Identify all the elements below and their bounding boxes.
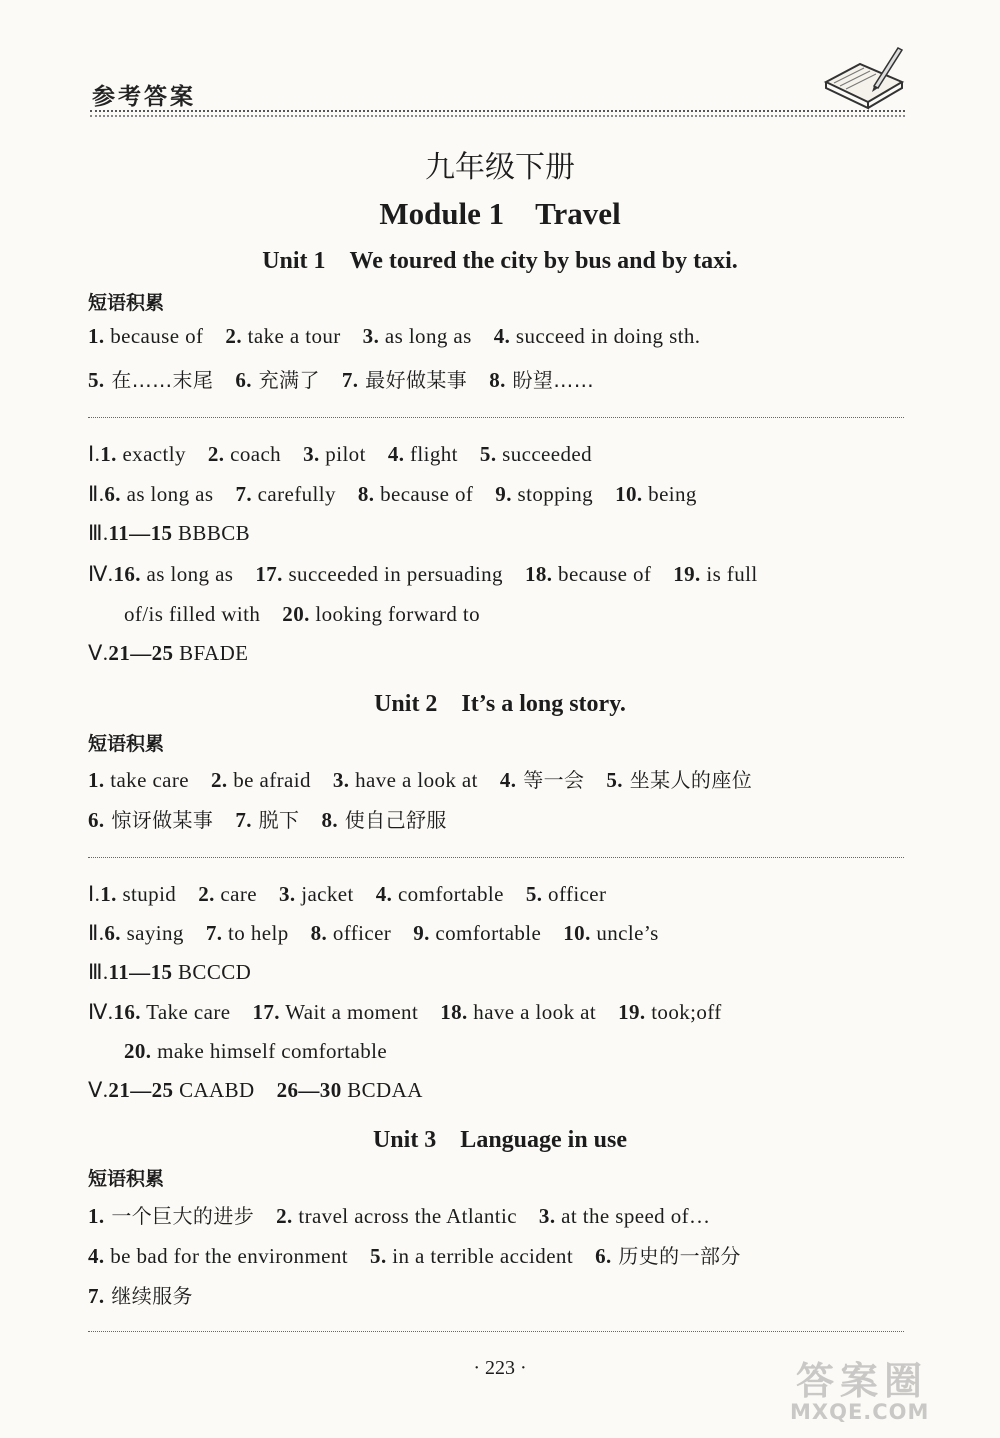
answer-line (88, 562, 758, 587)
item-number: 11—15 (108, 960, 173, 984)
dotted-separator (88, 857, 904, 858)
phrase-line (88, 1200, 710, 1229)
item-text: saying (120, 921, 184, 945)
item-text: flight (404, 442, 458, 466)
item-text: 使自己舒服 (338, 808, 447, 832)
item-number: 8. (321, 808, 339, 832)
item-text: BCDAA (341, 1078, 423, 1102)
item-number: 1. (100, 442, 117, 466)
answer-line (88, 1078, 423, 1103)
item-text: carefully (252, 482, 336, 506)
answer-line (124, 1039, 387, 1064)
item-number: 4. (387, 442, 405, 466)
item-number: 6. (88, 808, 105, 832)
item-text: of/is filled with (124, 602, 261, 626)
item-number: 21—25 (108, 641, 174, 665)
item-number: 10. (615, 482, 643, 506)
item-text: be afraid (227, 768, 311, 792)
answer-line (124, 602, 480, 627)
item-number: 1. (88, 324, 105, 348)
item-number: 3. (332, 768, 350, 792)
item-number: 10. (563, 921, 591, 945)
item-number: 3. (303, 442, 320, 466)
unit-title: Unit 1 We toured the city by bus and by taxi. (262, 248, 738, 274)
item-text: in a terrible accident (386, 1244, 574, 1268)
item-text: because of (374, 482, 474, 506)
item-number: 9. (413, 921, 430, 945)
answer-item (311, 921, 392, 945)
item-text: jacket (295, 882, 354, 906)
item-text: 一个巨大的进步 (104, 1204, 255, 1228)
answer-line (88, 882, 606, 907)
item-text: uncle’s (590, 921, 659, 945)
item-number: 11—15 (108, 521, 173, 545)
item-number: 26—30 (276, 1078, 342, 1102)
answer-item (500, 768, 585, 792)
answer-item (494, 324, 701, 348)
item-text: being (642, 482, 697, 506)
item-number: 5. (370, 1244, 387, 1268)
header-rule (90, 110, 905, 112)
item-number: 5. (525, 882, 543, 906)
item-text: have a look at (349, 768, 478, 792)
section-numeral: Ⅳ. (88, 562, 114, 586)
section-numeral: Ⅱ. (88, 482, 105, 506)
item-text: 盼望…… (505, 368, 595, 392)
phrase-line (88, 364, 594, 393)
item-number: 3. (362, 324, 380, 348)
answer-item (525, 562, 651, 586)
item-number: 7. (235, 482, 252, 506)
item-text: because of (552, 562, 652, 586)
answer-item (480, 442, 592, 466)
item-number: 8. (489, 368, 506, 392)
answer-line (88, 521, 250, 546)
answer-item (88, 1244, 348, 1268)
notebook-pen-icon (820, 42, 910, 114)
answer-item (198, 882, 257, 906)
dotted-separator (88, 1331, 904, 1332)
answer-item (124, 1039, 387, 1063)
answer-line (88, 641, 248, 666)
item-text: 在……末尾 (104, 368, 214, 392)
item-text: succeeded in persuading (282, 562, 503, 586)
phrase-label: 短语积累 (88, 733, 165, 755)
item-number: 6. (595, 1244, 612, 1268)
item-number: 18. (440, 1000, 468, 1024)
answer-item (526, 882, 607, 906)
watermark-logo (770, 1350, 985, 1428)
item-number: 20. (124, 1039, 152, 1063)
item-number: 6. (104, 482, 121, 506)
item-text: is full (700, 562, 758, 586)
section-numeral: Ⅴ. (88, 1078, 109, 1102)
answer-item (539, 1204, 710, 1228)
answer-item (109, 521, 251, 545)
answer-item (606, 768, 752, 792)
phrase-line (88, 804, 447, 833)
answer-item (440, 1000, 596, 1024)
answer-item (104, 482, 213, 506)
item-number: 16. (113, 1000, 141, 1024)
unit-title: Unit 2 It’s a long story. (374, 691, 626, 717)
item-text: stupid (116, 882, 177, 906)
answer-item (211, 768, 311, 792)
item-text: as long as (140, 562, 234, 586)
answer-line (88, 921, 659, 946)
item-number: 18. (524, 562, 553, 586)
answer-item (321, 808, 446, 832)
answer-item (489, 368, 594, 392)
item-number: 7. (205, 921, 223, 945)
item-text: take a tour (241, 324, 341, 348)
answer-line (88, 442, 592, 467)
answer-item (618, 1000, 722, 1024)
item-number: 4. (88, 1244, 105, 1268)
item-number: 9. (495, 482, 512, 506)
header-rule-secondary (90, 115, 905, 117)
item-text: as long as (120, 482, 214, 506)
watermark-text: 答案圈 (796, 1359, 929, 1403)
item-number: 19. (618, 1000, 646, 1024)
answer-item (333, 768, 478, 792)
answer-item (88, 1284, 193, 1308)
answer-line (88, 960, 251, 985)
section-numeral: Ⅴ. (88, 641, 109, 665)
item-number: 5. (88, 368, 105, 392)
module-title: Module 1 Travel (379, 196, 621, 231)
item-number: 19. (673, 562, 701, 586)
unit-title: Unit 3 Language in use (372, 1127, 628, 1153)
phrase-line (88, 764, 752, 793)
item-text: as long as (379, 324, 472, 348)
item-number: 4. (493, 324, 511, 348)
dotted-separator (88, 417, 904, 418)
answer-item (88, 768, 189, 792)
answer-item (615, 482, 697, 506)
answer-item (109, 960, 252, 984)
answer-line (88, 1000, 722, 1025)
item-number: 7. (341, 368, 359, 392)
item-number: 8. (357, 482, 375, 506)
item-text: to help (222, 921, 289, 945)
item-text: coach (224, 442, 282, 466)
item-text: Take care (140, 1000, 231, 1024)
item-text: be bad for the environment (104, 1244, 349, 1268)
item-text: stopping (511, 482, 594, 506)
section-numeral: Ⅳ. (88, 1000, 114, 1024)
item-text: 坐某人的座位 (622, 768, 753, 792)
item-number: 2. (198, 882, 215, 906)
item-text: make himself comfortable (151, 1039, 388, 1063)
item-number: 1. (88, 1204, 105, 1228)
item-number: 7. (235, 808, 252, 832)
answer-item (277, 1078, 423, 1102)
item-number: 1. (100, 882, 117, 906)
item-text: care (214, 882, 257, 906)
section-numeral: Ⅲ. (88, 521, 109, 545)
answer-item (104, 921, 183, 945)
item-number: 5. (479, 442, 497, 466)
item-number: 17. (255, 562, 283, 586)
item-number: 3. (279, 882, 296, 906)
header-title: 参考答案 (92, 84, 196, 110)
answer-item (235, 482, 335, 506)
answer-item (673, 562, 757, 586)
answer-item (342, 368, 467, 392)
answer-item (206, 921, 289, 945)
answer-item (388, 442, 458, 466)
item-number: 2. (211, 768, 228, 792)
answer-item (303, 442, 366, 466)
phrase-line (88, 1280, 193, 1309)
answer-item (88, 808, 213, 832)
answer-item (88, 1204, 254, 1228)
item-text: 等一会 (516, 768, 585, 792)
item-text: pilot (319, 442, 366, 466)
item-number: 20. (282, 602, 310, 626)
watermark-url: MXQE.COM (790, 1400, 930, 1424)
item-text: succeeded (496, 442, 593, 466)
item-text: 充满了 (251, 368, 320, 392)
item-number: 16. (113, 562, 141, 586)
page-header (90, 70, 910, 120)
answer-item (235, 368, 320, 392)
answer-item (495, 482, 593, 506)
answer-item (100, 882, 176, 906)
item-number: 6. (104, 921, 121, 945)
answer-item (88, 324, 203, 348)
answer-item (255, 562, 503, 586)
item-number: 1. (88, 768, 105, 792)
item-text: 惊讶做某事 (104, 808, 214, 832)
answer-item (282, 602, 480, 626)
item-text: because of (104, 324, 204, 348)
item-text: 继续服务 (104, 1284, 193, 1308)
answer-item (113, 1000, 230, 1024)
answer-item (358, 482, 473, 506)
answer-item (225, 324, 340, 348)
item-number: 4. (375, 882, 393, 906)
answer-item (113, 562, 233, 586)
item-text: Wait a moment (279, 1000, 419, 1024)
item-number: 21—25 (108, 1078, 174, 1102)
section-numeral: Ⅰ. (88, 882, 101, 906)
item-number: 2. (225, 324, 242, 348)
item-text: officer (542, 882, 607, 906)
item-number: 2. (207, 442, 225, 466)
answer-item (235, 808, 299, 832)
item-number: 8. (310, 921, 328, 945)
item-text: BCCCD (172, 960, 252, 984)
item-number: 5. (606, 768, 623, 792)
item-number: 17. (252, 1000, 280, 1024)
phrase-label: 短语积累 (88, 292, 165, 314)
answer-item (100, 442, 186, 466)
item-text: BBBCB (172, 521, 251, 545)
section-numeral: Ⅲ. (88, 960, 109, 984)
item-number: 2. (276, 1204, 293, 1228)
answer-line (88, 482, 697, 507)
answer-item (279, 882, 354, 906)
section-numeral: Ⅱ. (88, 921, 105, 945)
answer-item (208, 442, 281, 466)
item-text: 历史的一部分 (611, 1244, 741, 1268)
answer-item (88, 368, 213, 392)
item-text: at the speed of… (555, 1204, 711, 1228)
answer-item (563, 921, 658, 945)
item-text: comfortable (392, 882, 504, 906)
item-text: took;off (645, 1000, 722, 1024)
phrase-label: 短语积累 (88, 1168, 165, 1190)
answer-item (370, 1244, 573, 1268)
answer-item (124, 602, 260, 626)
phrase-line (88, 324, 700, 349)
item-number: 6. (235, 368, 252, 392)
item-text: 脱下 (251, 808, 300, 832)
grade-title: 九年级下册 (425, 150, 575, 185)
answer-item (252, 1000, 418, 1024)
answer-item (108, 641, 248, 665)
answer-item (413, 921, 541, 945)
item-text: take care (104, 768, 189, 792)
item-text: BFADE (173, 641, 249, 665)
answer-item (276, 1204, 517, 1228)
item-text: CAABD (173, 1078, 255, 1102)
item-text: comfortable (429, 921, 542, 945)
item-number: 3. (538, 1204, 556, 1228)
answer-item (108, 1078, 254, 1102)
item-text: looking forward to (309, 602, 481, 626)
item-number: 4. (499, 768, 517, 792)
phrase-line (88, 1240, 741, 1269)
answer-item (595, 1244, 741, 1268)
item-number: 7. (88, 1284, 105, 1308)
answer-item (363, 324, 472, 348)
section-numeral: Ⅰ. (88, 442, 101, 466)
item-text: exactly (116, 442, 186, 466)
page-number: · 223 · (473, 1357, 527, 1379)
item-text: 最好做某事 (358, 368, 468, 392)
answer-item (376, 882, 504, 906)
item-text: have a look at (467, 1000, 597, 1024)
item-text: succeed in doing sth. (510, 324, 701, 348)
item-text: travel across the Atlantic (292, 1204, 517, 1228)
item-text: officer (327, 921, 392, 945)
